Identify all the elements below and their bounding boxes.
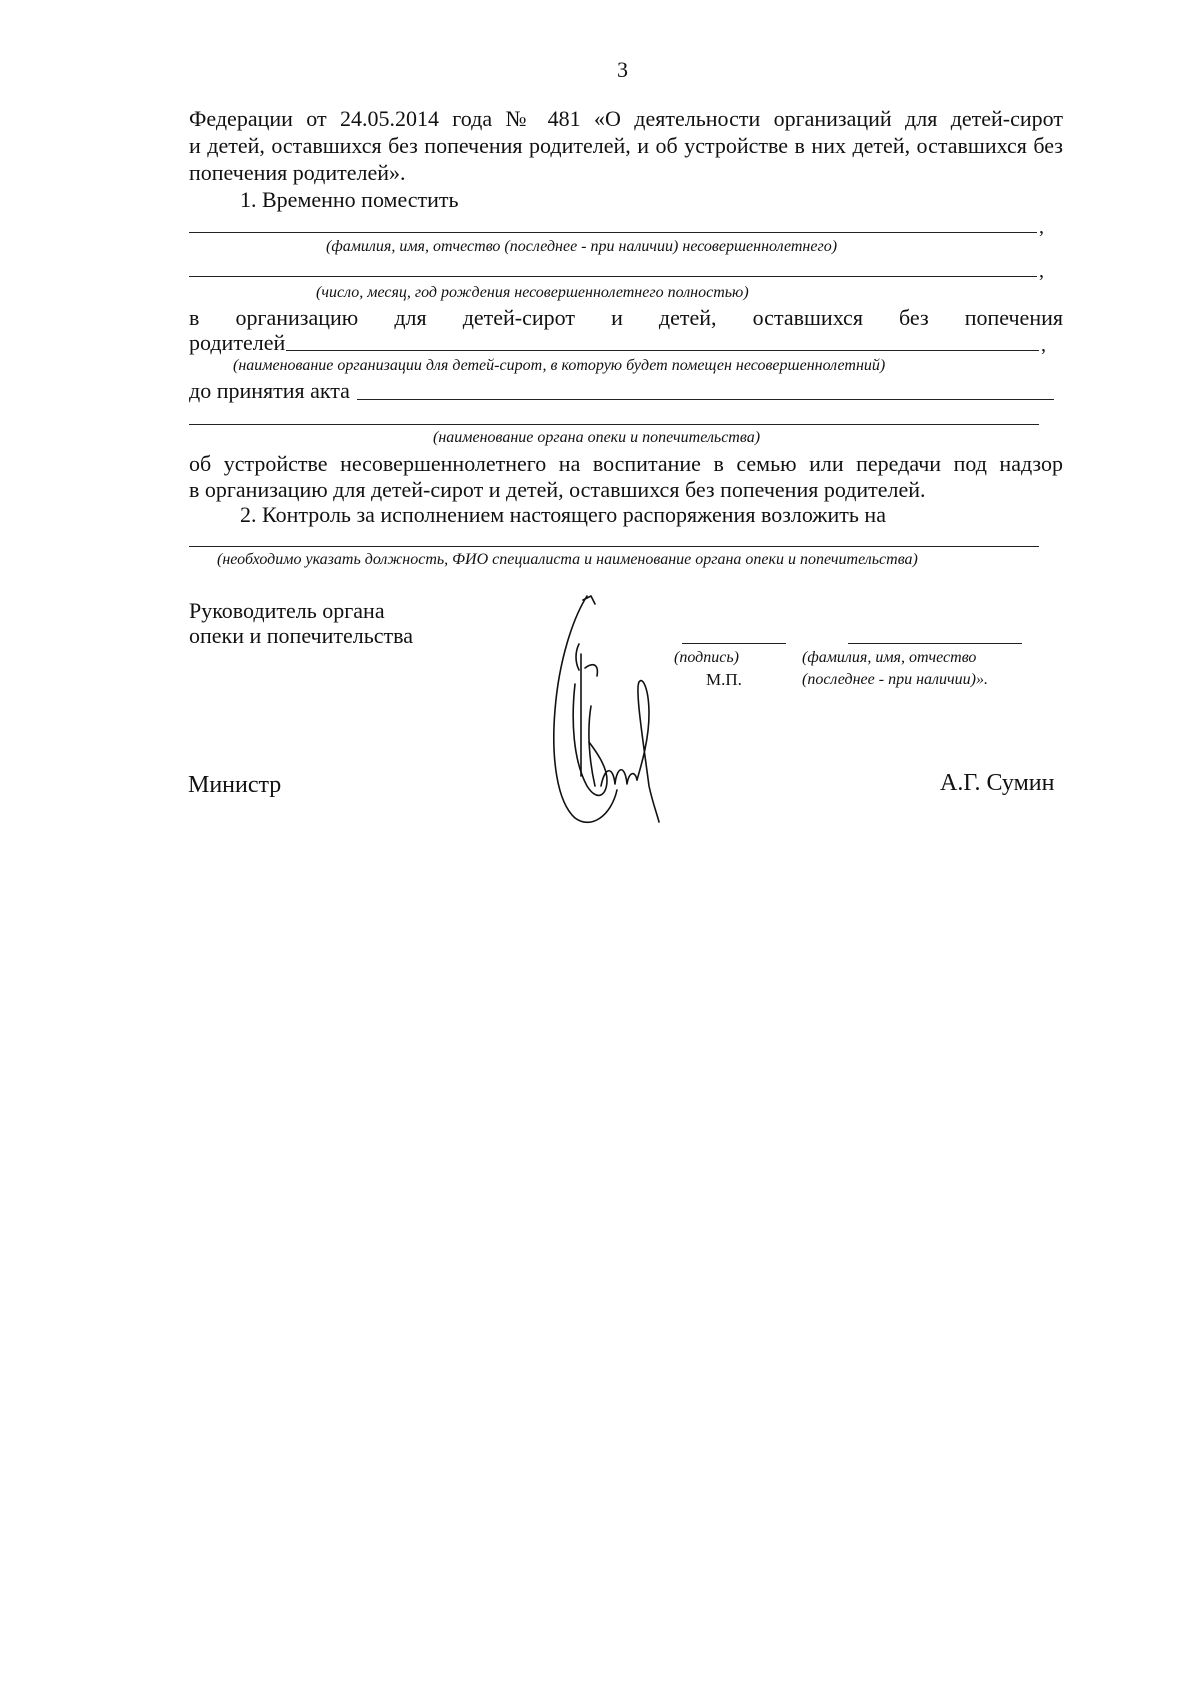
until-act-label: до принятия акта (189, 378, 350, 403)
intro-line-3: попечения родителей». (189, 160, 406, 185)
until-act-blank-line (357, 399, 1054, 400)
caption-fio-line-2: (последнее - при наличии)». (802, 671, 988, 688)
page-number: 3 (617, 57, 628, 82)
minor-name-blank-line (189, 232, 1037, 233)
caption-minor-dob: (число, месяц, год рождения несовершеннолетнего полностью) (316, 284, 749, 301)
caption-authority: (наименование органа опеки и попечительства) (433, 429, 761, 446)
caption-signature: (подпись) (674, 649, 739, 666)
authority-blank-line (189, 424, 1039, 425)
signature-blank-line (682, 643, 786, 644)
stamp-label: М.П. (706, 670, 742, 689)
head-title-line-2: опеки и попечительства (189, 623, 414, 648)
item2-blank-line (189, 546, 1039, 547)
comma: , (1039, 260, 1044, 282)
handwritten-signature (535, 590, 675, 830)
org-name-blank-line (286, 350, 1039, 351)
caption-item2: (необходимо указать должность, ФИО специалиста и наименование органа опеки и попечительства) (217, 551, 918, 568)
fio-blank-line (848, 643, 1022, 644)
caption-fio-line-1: (фамилия, имя, отчество (802, 649, 977, 666)
comma: , (1041, 334, 1046, 356)
item1-tail-line-2: в организацию для детей-сирот и детей, оставшихся без попечения родителей. (189, 477, 926, 502)
minor-dob-blank-line (189, 276, 1037, 277)
comma: , (1039, 216, 1044, 238)
caption-minor-name: (фамилия, имя, отчество (последнее - при наличии) несовершеннолетнего) (326, 238, 838, 255)
item1-heading: 1. Временно поместить (240, 187, 459, 212)
parents-label: родителей (189, 330, 286, 355)
head-title-line-1: Руководитель органа (189, 598, 385, 623)
item2-text: 2. Контроль за исполнением настоящего распоряжения возложить на (240, 502, 886, 527)
caption-org-name: (наименование организации для детей-сирот, в которую будет помещен несовершеннолетний) (233, 357, 886, 374)
org-line: в организацию для детей-сирот и детей, оставшихся без попечения (189, 305, 1063, 330)
minister-title: Министр (188, 772, 282, 798)
intro-line-1: Федерации от 24.05.2014 года № 481 «О деятельности организаций для детей-сирот (189, 106, 1063, 131)
intro-line-2: и детей, оставшихся без попечения родителей, и об устройстве в них детей, оставшихся без (189, 133, 1063, 158)
minister-name: А.Г. Сумин (940, 770, 1055, 796)
item1-tail-line-1: об устройстве несовершеннолетнего на воспитание в семью или передачи под надзор (189, 451, 1063, 476)
